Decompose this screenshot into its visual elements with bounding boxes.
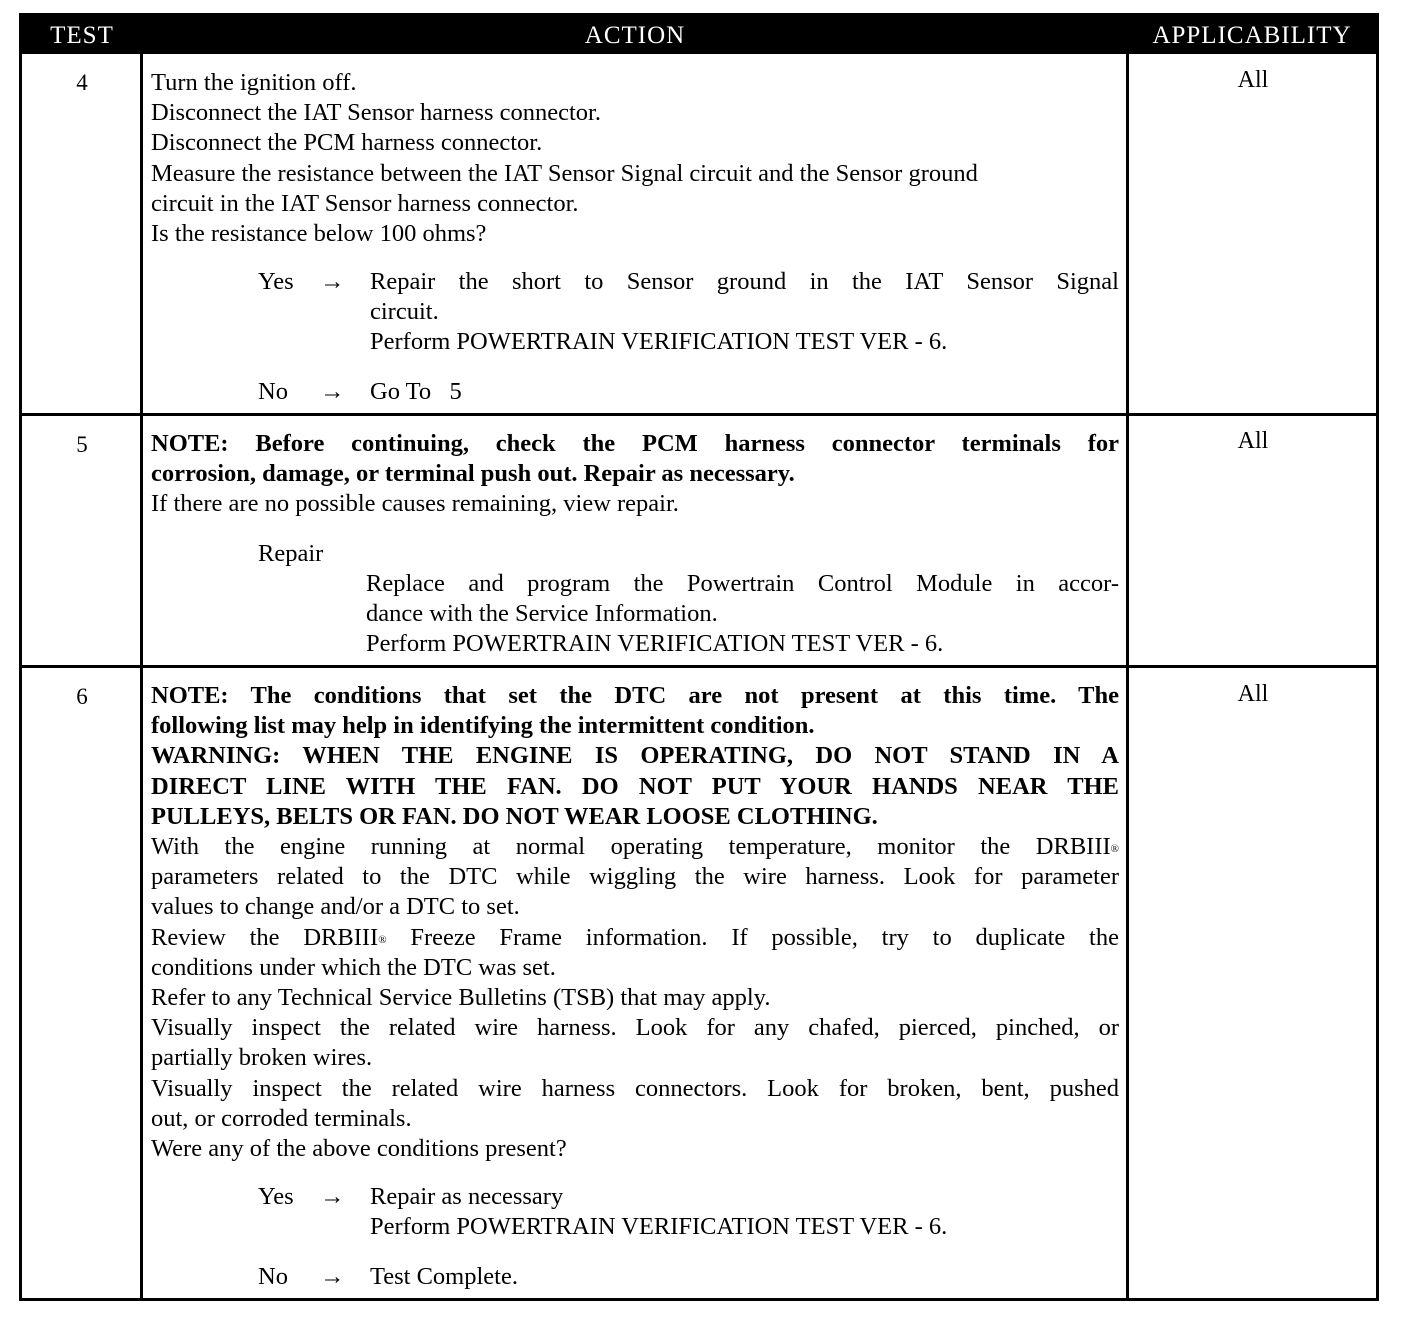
test-number: 4	[76, 70, 88, 95]
test-number: 5	[76, 432, 88, 457]
applicability-value: All	[1237, 428, 1269, 454]
yes-line: Perform POWERTRAIN VERIFICATION TEST VER - 6.	[370, 328, 948, 356]
yes-action	[370, 267, 1119, 358]
table-header	[22, 16, 1376, 54]
header-action: ACTION	[584, 22, 686, 49]
action-text	[151, 681, 1119, 1164]
header-test: TEST	[50, 22, 114, 49]
applicability-value: All	[1237, 681, 1269, 707]
repair-line: Perform POWERTRAIN VERIFICATION TEST VER - 6.	[366, 630, 944, 658]
action-text	[151, 68, 978, 249]
test-number: 6	[76, 684, 88, 709]
action-line: conditions under which the DTC was set.	[151, 953, 556, 981]
no-action	[370, 377, 462, 407]
arrow-icon: →	[320, 378, 345, 405]
action-line: Refer to any Technical Service Bulletins (TSB) that may apply.	[151, 984, 771, 1012]
action-line: If there are no possible causes remaining, view repair.	[151, 490, 679, 518]
action-line: Disconnect the PCM harness connector.	[151, 129, 543, 157]
yes-line: Perform POWERTRAIN VERIFICATION TEST VER - 6.	[370, 1213, 948, 1241]
action-line: Disconnect the IAT Sensor harness connector.	[151, 99, 601, 127]
action-line: values to change and/or a DTC to set.	[151, 893, 520, 921]
yes-line: Repair as necessary	[370, 1183, 564, 1210]
action-line: Visually inspect the related wire harness connectors. Look for broken, bent, pushed	[151, 1074, 1119, 1102]
row-divider	[22, 413, 1376, 416]
note-line: NOTE: Before continuing, check the PCM harness connector terminals for	[151, 430, 1119, 457]
arrow-icon: →	[320, 1183, 345, 1210]
yes-label: Yes	[258, 1183, 294, 1210]
yes-action	[370, 1182, 947, 1242]
action-line: Were any of the above conditions present?	[151, 1135, 567, 1163]
arrow-icon: →	[320, 1263, 345, 1290]
action-line: Is the resistance below 100 ohms?	[151, 220, 487, 248]
goto-target: 5	[449, 378, 462, 405]
action-line: Visually inspect the related wire harness. Look for any chafed, pierced, pinched, or	[151, 1014, 1119, 1042]
header-applicability: APPLICABILITY	[1152, 22, 1352, 49]
repair-line: Replace and program the Powertrain Control Module in accor-	[366, 570, 1119, 597]
no-action: Test Complete.	[370, 1263, 518, 1290]
column-divider	[1126, 54, 1129, 1298]
diagnostic-test-table	[19, 13, 1379, 1301]
action-line: Review the DRBIII® Freeze Frame information. If possible, try to duplicate the	[151, 923, 1119, 951]
action-line: out, or corroded terminals.	[151, 1104, 412, 1132]
yes-line: Repair the short to Sensor ground in the IAT Sensor Signal	[370, 268, 1119, 295]
warning-line: PULLEYS, BELTS OR FAN. DO NOT WEAR LOOSE CLOTHING.	[151, 802, 878, 830]
action-line: parameters related to the DTC while wiggling the wire harness. Look for parameter	[151, 863, 1119, 891]
warning-line: DIRECT LINE WITH THE FAN. DO NOT PUT YOUR HANDS NEAR THE	[151, 772, 1119, 800]
action-text	[151, 429, 1119, 520]
applicability-value: All	[1237, 67, 1269, 93]
action-line: Turn the ignition off.	[151, 69, 357, 96]
repair-label: Repair	[258, 540, 324, 567]
repair-action	[366, 569, 1119, 660]
action-line: partially broken wires.	[151, 1044, 373, 1072]
row-divider	[22, 665, 1376, 668]
yes-label: Yes	[258, 268, 294, 295]
arrow-icon: →	[320, 268, 345, 295]
note-line: corrosion, damage, or terminal push out. Repair as necessary.	[151, 460, 795, 488]
action-line: With the engine running at normal operating temperature, monitor the DRBIII®	[151, 833, 1119, 861]
no-label: No	[258, 1263, 288, 1290]
action-line: circuit in the IAT Sensor harness connector.	[151, 189, 579, 217]
note-line: NOTE: The conditions that set the DTC are not present at this time. The	[151, 682, 1119, 709]
warning-line: WARNING: WHEN THE ENGINE IS OPERATING, DO NOT STAND IN A	[151, 742, 1119, 770]
repair-line: dance with the Service Information.	[366, 600, 718, 628]
no-action-text: Go To	[370, 378, 432, 405]
no-label: No	[258, 378, 288, 405]
note-line: following list may help in identifying the intermittent condition.	[151, 712, 815, 740]
action-line: Measure the resistance between the IAT Sensor Signal circuit and the Sensor ground	[151, 159, 978, 187]
column-divider	[140, 54, 143, 1298]
yes-line: circuit.	[370, 298, 439, 326]
